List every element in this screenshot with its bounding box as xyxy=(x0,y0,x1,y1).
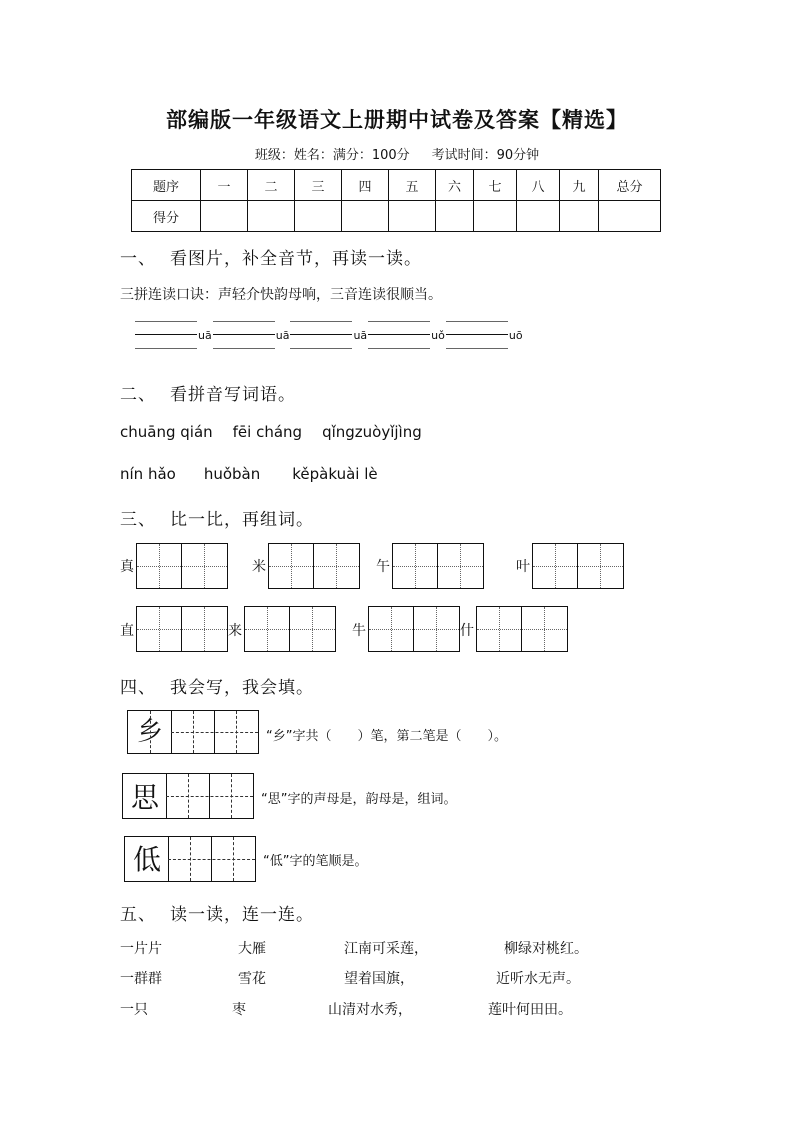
poem-line-right[interactable]: 近听水无声。 xyxy=(496,971,580,987)
word-grid[interactable] xyxy=(244,606,336,652)
score-header-cell: 题序 xyxy=(132,170,201,201)
q2-pinyin-row-2 xyxy=(120,465,398,483)
syllable-ending: uā xyxy=(275,328,290,342)
compare-char: 米 xyxy=(252,559,266,575)
poem-line-right[interactable]: 柳绿对桃红。 xyxy=(504,941,588,957)
q1-tip: 三拼连读口诀：声轻介快韵母响，三音连读很顺当。 xyxy=(120,287,442,303)
q1-heading-text: 看图片，补全音节，再读一读。 xyxy=(170,249,422,269)
score-cell[interactable] xyxy=(436,201,474,232)
word-grid[interactable] xyxy=(136,606,228,652)
model-char: 思 xyxy=(130,781,159,814)
writing-grid-si[interactable] xyxy=(122,773,254,819)
score-cell[interactable] xyxy=(389,201,436,232)
match-right-item[interactable]: 雪花 xyxy=(238,971,266,987)
pinyin-blank[interactable] xyxy=(135,321,197,349)
writing-grid-di[interactable] xyxy=(124,836,256,882)
score-cell[interactable] xyxy=(599,201,661,232)
score-header-cell: 三 xyxy=(295,170,342,201)
compare-char: 来 xyxy=(228,623,242,639)
model-char: 乡 xyxy=(136,717,163,747)
word-grid[interactable] xyxy=(476,606,568,652)
pinyin-blank[interactable] xyxy=(446,321,508,349)
poem-line-right[interactable]: 莲叶何田田。 xyxy=(488,1002,572,1018)
syllable-ending: uō xyxy=(508,328,523,342)
q4-question-3: “低”字的笔顺是。 xyxy=(263,854,368,869)
exam-info xyxy=(0,144,794,163)
score-cell[interactable] xyxy=(517,201,560,232)
pinyin-word: nín hǎo xyxy=(120,465,176,483)
score-cell[interactable] xyxy=(474,201,517,232)
match-left-item[interactable]: 一群群 xyxy=(120,971,162,987)
syllable-ending: uǒ xyxy=(431,328,445,342)
model-char: 低 xyxy=(132,843,161,876)
q1-pinyin-blanks xyxy=(135,321,555,357)
match-left-item[interactable]: 一只 xyxy=(120,1002,148,1018)
word-grid[interactable] xyxy=(392,543,484,589)
class-name-score-line: 班级：姓名：满分：100分 xyxy=(254,148,410,163)
poem-line-left[interactable]: 江南可采莲， xyxy=(344,941,428,957)
compare-char: 真 xyxy=(120,559,134,575)
word-grid[interactable] xyxy=(368,606,460,652)
score-row-label: 得分 xyxy=(132,201,201,232)
q3-heading xyxy=(120,505,314,530)
score-header-cell: 二 xyxy=(248,170,295,201)
compare-char: 什 xyxy=(460,623,474,639)
pinyin-blank[interactable] xyxy=(368,321,430,349)
q4-question-2: “思”字的声母是，韵母是，组词。 xyxy=(261,792,457,807)
score-header-cell: 六 xyxy=(436,170,474,201)
pinyin-word: qǐngzuòyǐjìng xyxy=(322,423,422,441)
poem-line-left[interactable]: 望着国旗， xyxy=(344,971,414,987)
writing-grid-xiang[interactable] xyxy=(127,710,259,754)
pinyin-blank[interactable] xyxy=(290,321,352,349)
q1-number: 一、 xyxy=(120,249,156,269)
score-table xyxy=(131,169,661,232)
match-left-item[interactable]: 一片片 xyxy=(120,941,162,957)
score-cell[interactable] xyxy=(248,201,295,232)
page-title: 部编版一年级语文上册期中试卷及答案【精选】 xyxy=(166,107,628,132)
q5-number: 五、 xyxy=(120,905,156,925)
score-cell[interactable] xyxy=(342,201,389,232)
score-cell[interactable] xyxy=(295,201,342,232)
q4-heading xyxy=(120,673,314,698)
word-grid[interactable] xyxy=(268,543,360,589)
q2-heading xyxy=(120,380,296,405)
poem-line-left[interactable]: 山清对水秀， xyxy=(328,1002,412,1018)
word-grid[interactable] xyxy=(136,543,228,589)
syllable-ending: uā xyxy=(353,328,368,342)
score-cell[interactable] xyxy=(560,201,599,232)
compare-char: 午 xyxy=(376,559,390,575)
pinyin-blank[interactable] xyxy=(213,321,275,349)
q4-number: 四、 xyxy=(120,678,156,698)
q1-heading xyxy=(120,244,422,269)
score-table-score-row xyxy=(132,201,661,232)
pinyin-word: fēi cháng xyxy=(232,423,303,441)
score-cell[interactable] xyxy=(201,201,248,232)
q3-number: 三、 xyxy=(120,510,156,530)
exam-time: 考试时间：90分钟 xyxy=(431,148,540,163)
q3-heading-text: 比一比，再组词。 xyxy=(170,510,314,530)
pinyin-word: chuāng qián xyxy=(120,423,213,441)
q2-heading-text: 看拼音写词语。 xyxy=(170,385,296,405)
score-header-cell: 七 xyxy=(474,170,517,201)
q5-heading-text: 读一读，连一连。 xyxy=(170,905,314,925)
q4-heading-text: 我会写，我会填。 xyxy=(170,678,314,698)
score-header-cell: 八 xyxy=(517,170,560,201)
pinyin-word: kěpàkuài lè xyxy=(292,465,378,483)
score-header-cell: 四 xyxy=(342,170,389,201)
q5-heading xyxy=(120,900,314,925)
score-table-header-row xyxy=(132,170,661,201)
q2-number: 二、 xyxy=(120,385,156,405)
pinyin-word: huǒbàn xyxy=(203,465,261,483)
q2-pinyin-row-1 xyxy=(120,423,442,441)
compare-char: 直 xyxy=(120,623,134,639)
compare-char: 叶 xyxy=(516,559,530,575)
score-header-cell: 总分 xyxy=(599,170,661,201)
match-right-item[interactable]: 大雁 xyxy=(238,941,266,957)
q4-question-1: “乡”字共（ ）笔，第二笔是（ ）。 xyxy=(266,729,507,744)
word-grid[interactable] xyxy=(532,543,624,589)
syllable-ending: uā xyxy=(198,328,212,342)
score-header-cell: 九 xyxy=(560,170,599,201)
compare-char: 牛 xyxy=(352,623,366,639)
match-right-item[interactable]: 枣 xyxy=(232,1002,246,1018)
score-header-cell: 五 xyxy=(389,170,436,201)
score-header-cell: 一 xyxy=(201,170,248,201)
